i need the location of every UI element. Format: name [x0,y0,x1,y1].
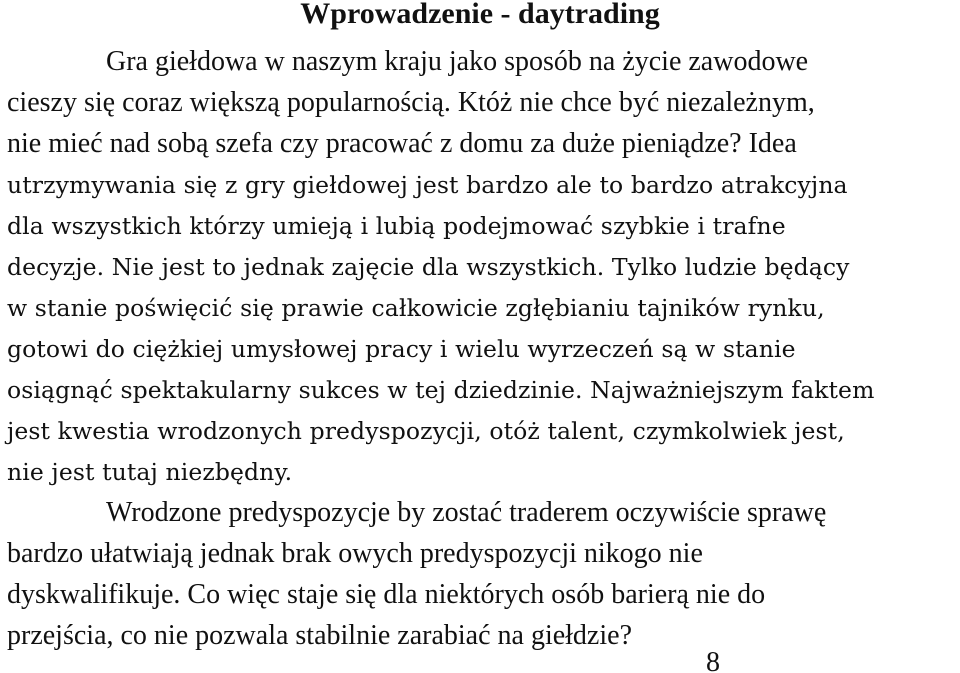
text-line: nie mieć nad sobą szefa czy pracować z domu za duże pieniądze? Idea [7,128,797,159]
text-line: nie jest tutaj niezbędny. [7,458,293,486]
text-line: Wrodzone predyspozycje by zostać traderem oczywiście sprawę [106,497,827,528]
text-line: gotowi do ciężkiej umysłowej pracy i wielu wyrzeczeń są w stanie [7,335,796,363]
document-title: Wprowadzenie - daytrading [300,0,660,30]
text-line: bardzo ułatwiają jednak brak owych predyspozycji nikogo nie [7,538,703,569]
text-line: dyskwalifikuje. Co więc staje się dla niektórych osób barierą nie do [7,579,766,610]
text-line: jest kwestia wrodzonych predyspozycji, otóż talent, czymkolwiek jest, [7,417,845,445]
text-line: przejścia, co nie pozwala stabilnie zarabiać na giełdzie? [7,620,632,651]
text-line: utrzymywania się z gry giełdowej jest bardzo ale to bardzo atrakcyjna [7,171,848,199]
page-number: 8 [706,647,720,673]
text-line: w stanie poświęcić się prawie całkowicie zgłębianiu tajników rynku, [7,294,825,322]
text-line: dla wszystkich którzy umieją i lubią podejmować szybkie i trafne [7,212,786,240]
text-line: Gra giełdowa w naszym kraju jako sposób na życie zawodowe [106,46,809,77]
text-line: osiągnąć spektakularny sukces w tej dziedzinie. Najważniejszym faktem [7,376,875,404]
text-line: decyzje. Nie jest to jednak zajęcie dla wszystkich. Tylko ludzie będący [7,253,850,281]
text-line: cieszy się coraz większą popularnością. Któż nie chce być niezależnym, [7,87,815,118]
